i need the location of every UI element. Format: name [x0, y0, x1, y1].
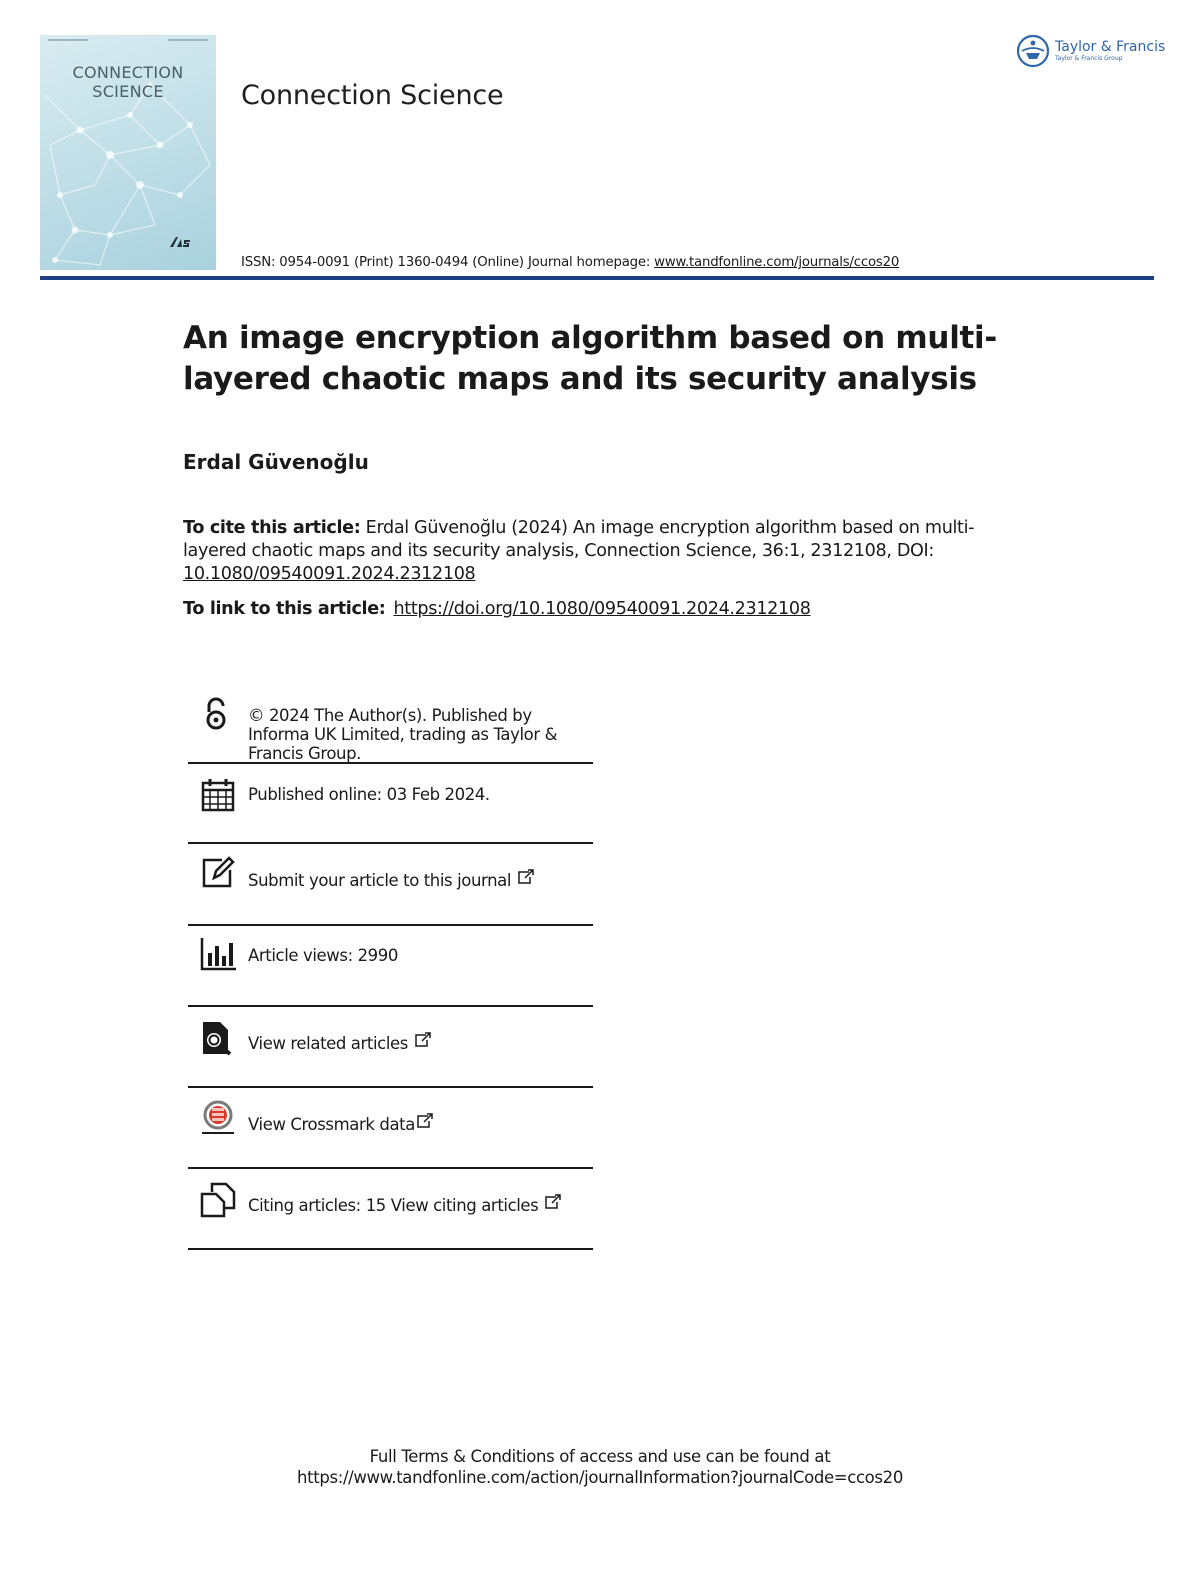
external-link-icon[interactable] — [416, 1113, 434, 1129]
info-row-related[interactable] — [188, 1007, 593, 1088]
bar-chart-icon — [200, 936, 236, 972]
journal-name: Connection Science — [241, 80, 504, 111]
issn-line — [241, 255, 899, 270]
citing-articles-link[interactable]: Citing articles: 15 View citing articles — [248, 1196, 539, 1215]
external-link-icon[interactable] — [544, 1194, 562, 1210]
link-label: To link to this article: — [183, 599, 386, 619]
taylor-francis-icon — [1016, 34, 1050, 68]
cite-doi-link[interactable]: 10.1080/09540091.2024.2312108 — [183, 564, 476, 584]
info-row-submit[interactable] — [188, 844, 593, 926]
cover-title — [40, 63, 216, 101]
cite-label: To cite this article: — [183, 518, 361, 538]
citation-block — [183, 517, 1003, 586]
publisher-name: Taylor & Francis — [1055, 38, 1166, 55]
footer-terms-text: Full Terms & Conditions of access and use can be found at — [369, 1447, 831, 1466]
edit-icon — [200, 854, 236, 890]
cover-title-line2: SCIENCE — [92, 82, 164, 101]
article-author: Erdal Güvenoğlu — [183, 450, 369, 474]
search-document-icon — [200, 1020, 236, 1056]
journal-cover — [40, 35, 216, 270]
view-related-link[interactable]: View related articles — [248, 1034, 408, 1053]
citing-articles-icon — [200, 1182, 236, 1218]
issn-text: ISSN: 0954-0091 (Print) 1360-0494 (Online) Journal homepage: — [241, 255, 655, 270]
article-views-text: Article views: 2990 — [248, 946, 398, 965]
crossmark-link[interactable]: View Crossmark data — [248, 1115, 415, 1134]
copyright-text: © 2024 The Author(s). Published by Informa UK Limited, trading as Taylor & Francis Group. — [248, 706, 558, 763]
header-rule — [40, 276, 1154, 280]
footer-terms-link[interactable]: https://www.tandfonline.com/action/journalInformation?journalCode=ccos20 — [297, 1468, 903, 1487]
external-link-icon[interactable] — [414, 1032, 432, 1048]
article-doi-link[interactable]: https://doi.org/10.1080/09540091.2024.2312108 — [393, 599, 811, 619]
info-row-views — [188, 926, 593, 1007]
info-row-crossmark[interactable] — [188, 1088, 593, 1169]
info-row-copyright — [188, 695, 593, 764]
crossmark-icon — [200, 1100, 236, 1136]
published-date-text: Published online: 03 Feb 2024. — [248, 785, 490, 804]
cover-title-line1: CONNECTION — [72, 63, 184, 82]
open-access-icon — [198, 695, 234, 731]
footer — [0, 1446, 1200, 1488]
article-link-line — [183, 599, 811, 619]
publisher-logo[interactable] — [1016, 34, 1165, 68]
external-link-icon[interactable] — [517, 869, 535, 885]
info-row-citing[interactable] — [188, 1169, 593, 1250]
journal-homepage-link[interactable]: www.tandfonline.com/journals/ccos20 — [654, 255, 900, 270]
publisher-subname: Taylor & Francis Group — [1055, 54, 1123, 62]
article-title: An image encryption algorithm based on multi-layered chaotic maps and its security analysis — [183, 320, 997, 397]
info-row-published — [188, 764, 593, 844]
cover-publisher-logo — [168, 235, 192, 253]
submit-article-link[interactable]: Submit your article to this journal — [248, 871, 512, 890]
calendar-icon — [200, 777, 236, 813]
cite-text: Erdal Güvenoğlu (2024) An image encryption algorithm based on multi-layered chaotic maps and its security analysis, Connection Science, 36:1, 2312108, DOI: — [183, 518, 975, 561]
